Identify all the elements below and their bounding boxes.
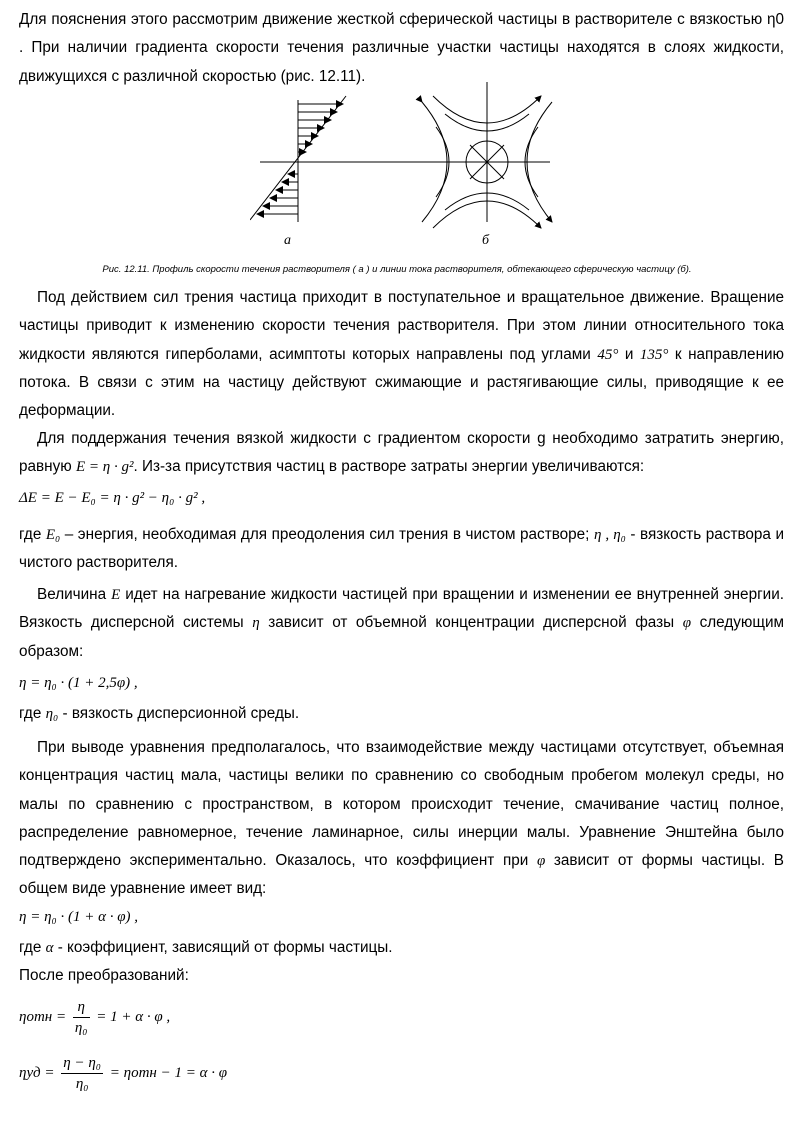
- angle-45: 45°: [597, 346, 619, 363]
- paragraph-energy-text-2: . Из-за присутствия частиц в растворе затраты энергии увеличиваются:: [133, 458, 645, 476]
- relative-viscosity-rhs: = 1 + α · φ ,: [96, 1008, 171, 1025]
- figure-label-b: б: [482, 233, 490, 248]
- angle-135: 135°: [639, 346, 669, 363]
- symbol-alpha: α: [45, 940, 54, 956]
- paragraph-assumptions: [19, 734, 784, 904]
- where-label: где: [19, 526, 42, 543]
- where-label-3: где: [19, 939, 42, 956]
- paragraph-energy: [19, 425, 784, 482]
- formula-relative-viscosity: ηотн = $\frac{\eta}{\text{η₀}}$ = 1 + α · φ ,: [19, 999, 171, 1036]
- symbol-e: E: [111, 587, 121, 603]
- paragraph-where-eta0-text: - вязкость дисперсионной среды.: [62, 705, 300, 722]
- paragraph-where-e0-text: – энергия, необходимая для преодоления сил трения в чистом растворе;: [64, 526, 590, 543]
- specific-viscosity-rhs: = ηотн − 1 = α · φ: [109, 1064, 228, 1081]
- paragraph-magnitude: [19, 581, 784, 666]
- paragraph-magnitude-text-3: зависит от объемной концентрации дисперсной фазы: [268, 614, 675, 632]
- formula-einstein: η = η₀ · (1 + 2,5φ) ,: [19, 675, 138, 691]
- symbol-eta: η: [252, 615, 260, 632]
- paragraph-assumptions-text-2: зависит от формы частицы. В общем виде уравнение имеет вид:: [19, 852, 784, 898]
- streamlines-diagram: [422, 82, 552, 228]
- specific-viscosity-symbol: ηуд: [19, 1064, 41, 1081]
- paragraph-magnitude-text-1: Величина: [37, 586, 107, 603]
- paragraph-where-alpha: [19, 934, 784, 962]
- conjunction: и: [624, 345, 634, 363]
- paragraph-intro-text: Для пояснения этого рассмотрим движение жесткой сферической частицы в растворителе с вязкостью η0 . При наличии градиента скорости течения различные участки частицы находятся в слоях жидкости, движущихся с различной скоростью (рис. 12.11).: [19, 11, 784, 85]
- after-transform-text: После преобразований:: [19, 967, 189, 984]
- relative-viscosity-symbol: ηотн: [19, 1008, 53, 1025]
- fraction-specific-denominator: η₀: [75, 1076, 89, 1092]
- figure-12-11: [250, 82, 560, 252]
- symbol-phi: φ: [682, 615, 692, 632]
- paragraph-rotation: [19, 284, 784, 425]
- symbol-eta0: η₀: [45, 706, 59, 722]
- paragraph-after-transform: [19, 962, 784, 990]
- symbol-e0: E₀: [45, 527, 61, 543]
- paragraph-assumptions-text-1: При выводе уравнения предполагалось, что взаимодействие между частицами отсутствует, объемная концентрация частиц мала, частицы велики по сравнению со свободным пробегом молекул среды, но малы по сравнению с пространством, в котором происходит течение, смачивание частиц полное, распределение равномерное, течение ламинарное, силы инерции малы. Уравнение Энштейна было подтверждено экспериментально. Оказалось, что коэффициент при: [19, 739, 784, 870]
- fraction-specific-numerator: η − η₀: [61, 1053, 103, 1074]
- formula-general: η = η₀ · (1 + α · φ) ,: [19, 909, 139, 925]
- velocity-profile-diagram: [250, 96, 550, 222]
- fraction-relative-numerator: η: [73, 997, 90, 1018]
- symbol-phi-2: φ: [536, 853, 546, 870]
- figure-label-a: а: [284, 233, 291, 248]
- formula-energy: E = η · g²: [75, 459, 134, 476]
- formula-specific-viscosity: ηуд = $\frac{\text{η − η₀}}{\text{η₀}}$ = ηотн − 1 = α · φ: [19, 1055, 228, 1092]
- paragraph-rotation-text-2: к направлению потока. В связи с этим на частицу действуют сжимающие и растягивающие силы, приводящие к ее деформации.: [19, 345, 785, 420]
- paragraph-energy-text-1: Для поддержания течения вязкой жидкости с градиентом скорости g необходимо затратить энергию, равную: [19, 430, 784, 476]
- figure-caption: Рис. 12.11. Профиль скорости течения растворителя ( а ) и линии тока растворителя, обтекающего сферическую частицу (б).: [102, 264, 692, 275]
- fraction-specific: [61, 1053, 103, 1094]
- paragraph-rotation-text-1: Под действием сил трения частица приходит в поступательное и вращательное движение. Вращение частицы приводит к изменению скорости течения растворителя. При этом линии относительного тока жидкости являются гиперболами, асимптоты которых направлены под углами: [19, 289, 784, 363]
- paragraph-where-e0: [19, 521, 784, 578]
- paragraph-where-e0-text-2: - вязкость раствора и чистого растворителя.: [19, 526, 785, 572]
- paragraph-where-eta0: [19, 700, 784, 728]
- where-label-2: где: [19, 705, 42, 722]
- paragraph-magnitude-text-2: идет на нагревание жидкости частицей при вращении и изменении ее внутренней энергии. Вязкость дисперсной системы: [19, 586, 784, 632]
- paragraph-magnitude-text-4: следующим образом:: [19, 614, 785, 660]
- paragraph-intro: [19, 6, 784, 91]
- paragraph-where-alpha-text: - коэффициент, зависящий от формы частицы.: [57, 939, 393, 956]
- symbol-eta-eta0: η , η₀: [593, 527, 626, 543]
- formula-delta-energy: ΔE = E − E₀ = η · g² − η₀ · g² ,: [19, 490, 206, 506]
- fraction-relative-denominator: η₀: [74, 1020, 88, 1036]
- fraction-relative: [73, 997, 90, 1038]
